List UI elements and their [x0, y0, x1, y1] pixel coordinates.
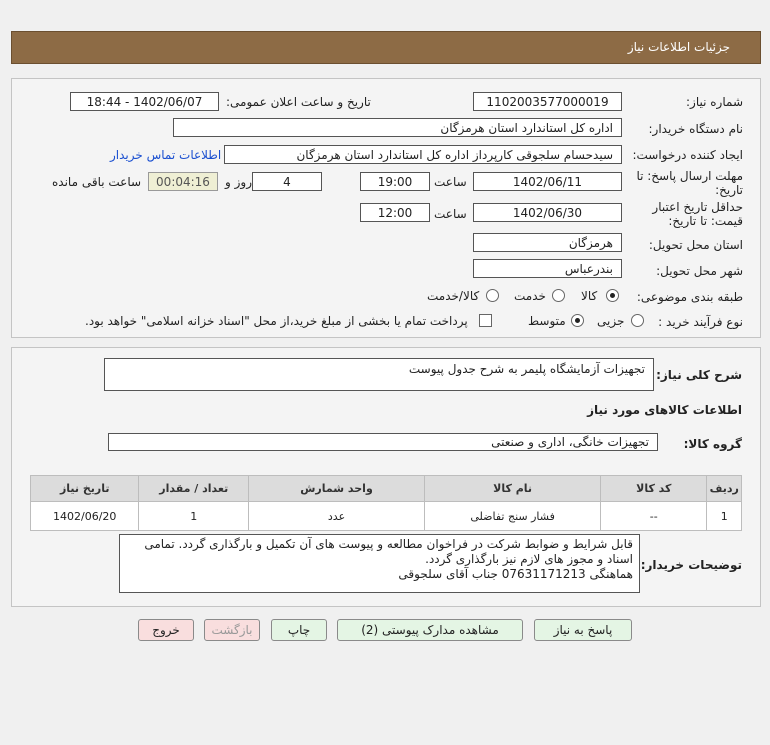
city-field: بندرعباس	[473, 259, 622, 278]
deadline-label-2: تاریخ:	[715, 183, 743, 197]
cell-row-number: 1	[707, 502, 742, 531]
goods-table	[30, 475, 742, 531]
process-radio-minor[interactable]	[631, 314, 644, 327]
treasury-payment-note: پرداخت تمام یا بخشی از مبلغ خرید،از محل "اسناد خزانه اسلامی" خواهد بود.	[85, 314, 468, 328]
cell-quantity: 1	[139, 502, 249, 531]
cell-code: --	[601, 502, 707, 531]
province-label: استان محل تحویل:	[648, 238, 743, 252]
category-label: طبقه بندی موضوعی:	[636, 290, 743, 304]
back-button[interactable]: بازگشت	[204, 619, 260, 641]
category-radio-goods[interactable]	[606, 289, 619, 302]
process-option-minor: جزیی	[597, 314, 625, 328]
deadline-label-1: مهلت ارسال پاسخ: تا	[636, 169, 743, 183]
table-row	[31, 502, 742, 531]
buyer-notes-line-2: هماهنگی 07631171213 جناب آقای سلجوقی	[398, 567, 633, 581]
exit-button[interactable]: خروج	[138, 619, 194, 641]
validity-date-field: 1402/06/30	[473, 203, 622, 222]
process-label: نوع فرآیند خرید :	[658, 315, 743, 329]
goods-table-header	[31, 476, 742, 502]
column-header-row: ردیف	[707, 476, 742, 502]
process-radio-medium[interactable]	[571, 314, 584, 327]
validity-time-field: 12:00	[360, 203, 430, 222]
column-header-quantity: تعداد / مقدار	[139, 476, 249, 502]
validity-time-label: ساعت	[434, 207, 467, 221]
deadline-date-field: 1402/06/11	[473, 172, 622, 191]
cell-name: فشار سنج تفاضلی	[425, 502, 601, 531]
need-no-label: شماره نیاز:	[686, 95, 743, 109]
category-radio-goods-service[interactable]	[486, 289, 499, 302]
cell-unit: عدد	[248, 502, 424, 531]
page-title: جزئیات اطلاعات نیاز	[627, 40, 730, 54]
days-label: روز و	[225, 175, 252, 189]
validity-label-1: حداقل تاریخ اعتبار	[652, 200, 743, 214]
announce-field: 1402/06/07 - 18:44	[70, 92, 219, 111]
column-header-name: نام کالا	[425, 476, 601, 502]
category-option-goods-service: کالا/خدمت	[427, 289, 480, 303]
creator-label: ایجاد کننده درخواست:	[632, 148, 743, 162]
treasury-payment-checkbox[interactable]	[479, 314, 492, 327]
category-option-goods: کالا	[581, 289, 598, 303]
announce-label: تاریخ و ساعت اعلان عمومی:	[226, 95, 371, 109]
buyer-label: نام دستگاه خریدار:	[648, 122, 743, 136]
column-header-unit: واحد شمارش	[248, 476, 424, 502]
reply-button[interactable]: پاسخ به نیاز	[534, 619, 632, 641]
print-button[interactable]: چاپ	[271, 619, 327, 641]
summary-label: شرح کلی نیاز:	[656, 368, 742, 382]
category-option-service: خدمت	[514, 289, 546, 303]
goods-section-title: اطلاعات کالاهای مورد نیاز	[587, 403, 742, 417]
deadline-time-field: 19:00	[360, 172, 430, 191]
column-header-code: کد کالا	[601, 476, 707, 502]
goods-group-field: تجهیزات خانگی، اداری و صنعتی	[108, 433, 658, 451]
buyer-field: اداره کل استاندارد استان هرمزگان	[173, 118, 622, 137]
need-no-field: 1102003577000019	[473, 92, 622, 111]
page-header	[11, 31, 761, 64]
buyer-contact-link[interactable]: اطلاعات تماس خریدار	[110, 148, 222, 162]
deadline-time-label: ساعت	[434, 175, 467, 189]
goods-group-label: گروه کالا:	[683, 437, 742, 451]
remaining-time-field: 00:04:16	[148, 172, 218, 191]
category-radio-service[interactable]	[552, 289, 565, 302]
buyer-notes-field	[119, 534, 640, 593]
cell-date: 1402/06/20	[31, 502, 139, 531]
process-option-medium: متوسط	[528, 314, 566, 328]
creator-field: سیدحسام سلجوقی کارپرداز اداره کل استاندارد استان هرمزگان	[224, 145, 622, 164]
buyer-notes-line-1: قابل شرایط و ضوابط شرکت در فراخوان مطالعه و پیوست های آن تکمیل و بارگذاری گردد. تمامی اسناد و مجوز های لازم نیز بارگذاری گردد.	[144, 537, 633, 566]
validity-label-2: قیمت: تا تاریخ:	[668, 214, 743, 228]
city-label: شهر محل تحویل:	[656, 264, 743, 278]
days-field: 4	[252, 172, 322, 191]
province-field: هرمزگان	[473, 233, 622, 252]
view-attachments-button[interactable]: مشاهده مدارک پیوستی (2)	[337, 619, 523, 641]
summary-field: تجهیزات آزمایشگاه پلیمر به شرح جدول پیوست	[104, 358, 654, 391]
column-header-date: تاریخ نیاز	[31, 476, 139, 502]
buyer-notes-label: توضیحات خریدار:	[640, 558, 742, 572]
remaining-label: ساعت باقی مانده	[52, 175, 142, 189]
